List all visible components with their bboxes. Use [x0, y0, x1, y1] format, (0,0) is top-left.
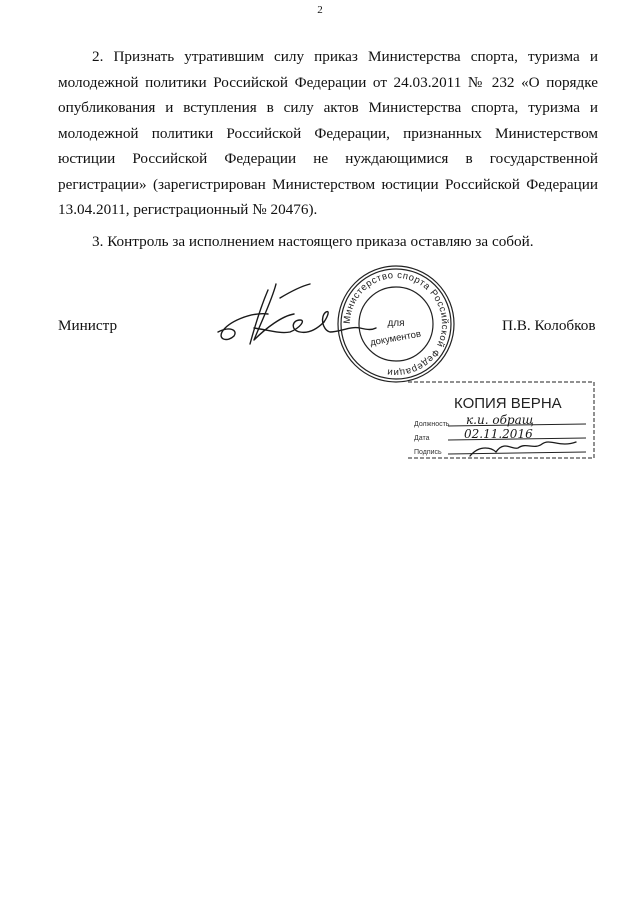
seal-ring-text: Министерство спорта Российской Федерации: [341, 269, 451, 379]
official-seal: [334, 262, 458, 386]
paragraph-line: юстиции Российской Федерации не нуждающимися в государственной: [58, 150, 598, 167]
paragraph-2: [58, 44, 598, 223]
signer-position: Министр: [58, 317, 118, 334]
stamp-title: КОПИЯ ВЕРНА: [454, 395, 562, 412]
copy-verified-stamp: [400, 378, 600, 464]
stamp-label-signature: Подпись: [414, 449, 442, 456]
seal-center-text-2: документов: [369, 328, 422, 349]
paragraph-line: 2. Признать утратившим силу приказ Министерства спорта, туризма и: [92, 48, 598, 65]
stamp-handwritten-date: 02.11.2016: [464, 427, 533, 441]
signer-name: П.В. Колобков: [502, 317, 596, 334]
paragraph-line: опубликования и вступления в силу актов Министерства спорта, туризма и: [58, 99, 598, 116]
stamp-handwritten-position: к.и. обращ: [466, 413, 534, 427]
paragraph-line: регистрации» (зарегистрирован Министерством юстиции Российской Федерации: [58, 175, 598, 193]
paragraph-line: 3. Контроль за исполнением настоящего приказа оставляю за собой.: [92, 233, 534, 250]
paragraph-line: 13.04.2011, регистрационный № 20476).: [58, 201, 318, 218]
paragraph-3: [58, 229, 598, 255]
paragraph-line: молодежной политики Российской Федерации, признанных Министерством: [58, 124, 598, 142]
seal-center-text-1: для: [387, 318, 405, 329]
paragraph-line: молодежной политики Российской Федерации от 24.03.2011 № 232 «О порядке: [58, 73, 598, 91]
stamp-label-position: Должность: [414, 421, 450, 428]
page-number: 2: [317, 4, 323, 16]
stamp-label-date: Дата: [414, 435, 430, 442]
